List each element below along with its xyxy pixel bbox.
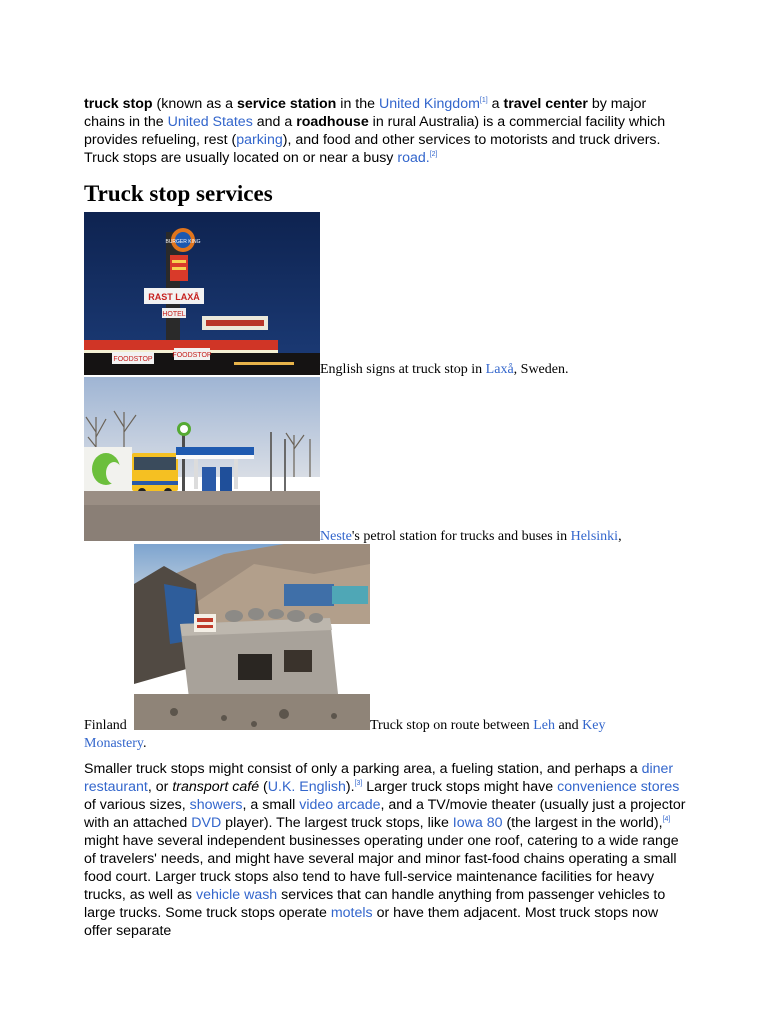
transport-cafe-italic: transport café <box>172 779 260 795</box>
neste-station-photo[interactable] <box>84 377 320 541</box>
finland-caption-continuation: Finland <box>84 718 127 733</box>
section-heading: Truck stop services <box>84 181 273 206</box>
dvd-link[interactable]: DVD <box>191 815 222 831</box>
service-station-bold: service station <box>236 96 337 112</box>
foodstop-sign-text: FOODSTOP <box>113 356 153 363</box>
key-link[interactable]: Key <box>582 718 606 733</box>
intro-text: in the <box>336 96 379 112</box>
intro-text: (known as a <box>152 96 237 112</box>
caption-text: , <box>618 529 622 544</box>
caption-text: English signs at truck stop in <box>320 362 486 377</box>
parking-link[interactable]: parking <box>236 132 283 148</box>
body-text: Smaller truck stops might consist of only a parking area, a fueling station, and perhaps a <box>84 761 642 777</box>
video-arcade-link[interactable]: video arcade <box>299 797 381 813</box>
term-bold: truck stop <box>84 96 153 112</box>
roadhouse-bold: roadhouse <box>296 114 369 130</box>
body-text: , and a TV/movie theater (usually just a projector with an attached <box>84 797 686 831</box>
united-kingdom-link[interactable]: United Kingdom <box>378 96 480 112</box>
ref-1[interactable]: [1] <box>479 97 488 104</box>
intro-text: by major chains in the <box>84 96 647 130</box>
uk-english-link[interactable]: U.K. English <box>267 779 346 795</box>
body-text: ( <box>259 779 268 795</box>
burger-king-sign-text: BURGER KING <box>165 239 201 245</box>
caption-text: Truck stop on route between <box>370 718 534 733</box>
intro-paragraph <box>84 95 684 167</box>
intro-text: and a <box>252 114 297 130</box>
intro-text: ), and food and other services to motorists and truck drivers. Truck stops are usually located on or near a busy <box>84 132 661 166</box>
intro-text: a <box>487 96 504 112</box>
ref-4[interactable]: [4] <box>662 816 671 823</box>
ref-3[interactable]: [3] <box>354 780 363 787</box>
figure-3-caption-line-2 <box>84 735 146 753</box>
united-states-link[interactable]: United States <box>167 114 253 130</box>
showers-link[interactable]: showers <box>189 797 243 813</box>
vehicle-wash-link[interactable]: vehicle wash <box>195 887 278 903</box>
figure-1-caption <box>320 361 568 379</box>
diner-restaurant-link[interactable]: diner restaurant <box>84 761 674 795</box>
helsinki-link[interactable]: Helsinki <box>570 529 619 544</box>
caption-text: . <box>142 736 147 751</box>
body-text: , or <box>147 779 173 795</box>
leh-truck-stop-photo[interactable] <box>134 544 370 730</box>
body-paragraph <box>84 760 689 940</box>
caption-text: , Sweden. <box>513 362 569 377</box>
rast-laxa-sign-text: RAST LAXÅ <box>148 292 200 302</box>
foodstop-sign-text-2: FOODSTOP <box>172 352 212 359</box>
convenience-stores-link[interactable]: convenience stores <box>557 779 680 795</box>
body-text: might have several independent businesses operating under one roof, catering to a wide range of travelers' needs, and might have several major and minor fast-food chains operating a small food court. Larger truck stops also tend to have full-service maintenance facilities for heavy trucks, as well as <box>84 833 679 903</box>
caption-text: 's petrol station for trucks and buses in <box>351 529 571 544</box>
leh-link[interactable]: Leh <box>533 718 555 733</box>
monastery-link[interactable]: Monastery <box>84 736 143 751</box>
ref-2[interactable]: [2] <box>429 151 438 158</box>
figure-3-caption <box>370 717 606 735</box>
body-text: player). The largest truck stops, like <box>221 815 453 831</box>
body-text: (the largest in the world), <box>502 815 663 831</box>
body-text: , a small <box>242 797 300 813</box>
neste-link[interactable]: Neste <box>320 529 352 544</box>
body-text: services that can handle anything from passenger vehicles to large trucks. Some truck stops operate <box>84 887 666 921</box>
laxa-link[interactable]: Laxå <box>485 362 514 377</box>
road-link[interactable]: road. <box>397 150 430 166</box>
caption-text: and <box>554 718 583 733</box>
motels-link[interactable]: motels <box>330 905 373 921</box>
body-text: ). <box>345 779 355 795</box>
body-text: or have them adjacent. Most truck stops now offer separate <box>84 905 659 939</box>
travel-center-bold: travel center <box>503 96 588 112</box>
intro-text: in rural Australia) is a commercial facility which provides refueling, rest ( <box>84 114 666 148</box>
iowa-80-link[interactable]: Iowa 80 <box>452 815 503 831</box>
body-text: of various sizes, <box>84 797 190 813</box>
burger-king-truck-stop-photo[interactable] <box>84 212 320 375</box>
hotel-sign-text: HOTEL <box>162 311 186 318</box>
body-text: Larger truck stops might have <box>362 779 558 795</box>
